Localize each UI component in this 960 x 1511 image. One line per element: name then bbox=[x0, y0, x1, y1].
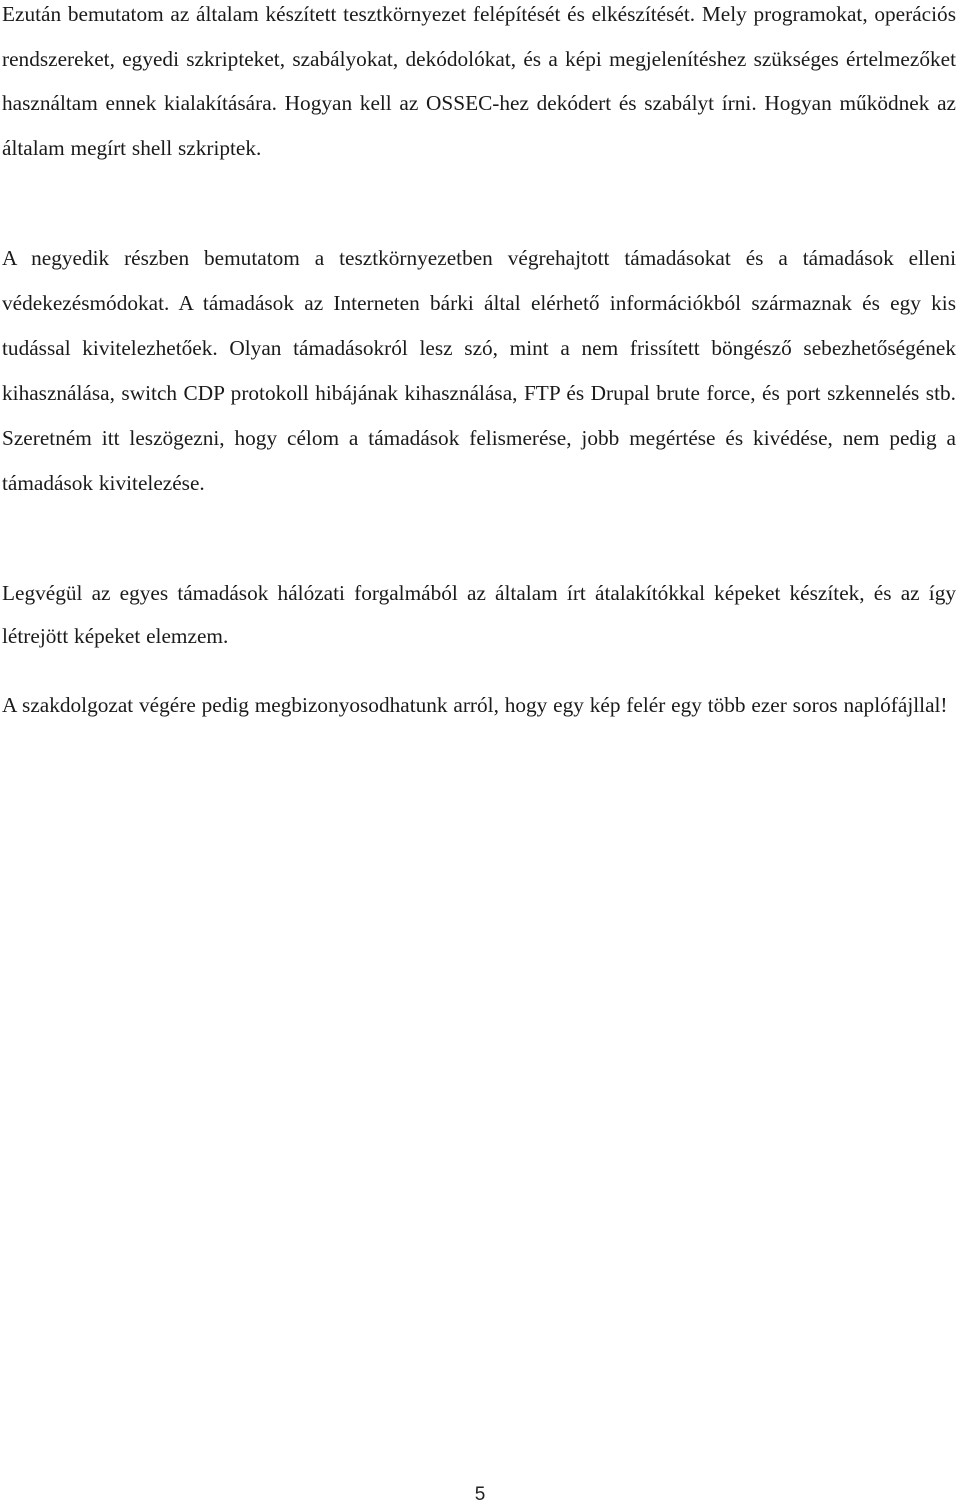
page-number: 5 bbox=[474, 1484, 486, 1505]
paragraph-attacks: A negyedik részben bemutatom a tesztkörnyezetben végrehajtott támadásokat és a támadások elleni védekezésmódokat. A támadások az Interneten bárki által elérhető információkból származnak és egy kis tudással kivitelezhetőek. Olyan támadásokról lesz szó, mint a nem frissített böngésző sebezhetőségének kihasználása, switch CDP protokoll hibájának kihasználása, FTP és Drupal brute force, és port szkennelés stb. Szeretném itt leszögezni, hogy célom a támadások felismerése, jobb megértése és kivédése, nem pedig a támadások kivitelezése. bbox=[2, 246, 956, 495]
paragraph-conclusion: A szakdolgozat végére pedig megbizonyosodhatunk arról, hogy egy kép felér egy több ezer soros naplófájllal! bbox=[2, 693, 948, 717]
paragraph-image-conversion: Legvégül az egyes támadások hálózati forgalmából az általam írt átalakítókkal képeket készítek, és az így létrejött képeket elemzem. bbox=[2, 581, 956, 648]
paragraph-test-environment: Ezután bemutatom az általam készített tesztkörnyezet felépítését és elkészítését. Mely programokat, operációs rendszereket, egyedi szkripteket, szabályokat, dekódolókat, és a képi megjelenítéshez szükséges értelmezőket használtam ennek kialakítására. Hogyan kell az OSSEC-hez dekódert és szabályt írni. Hogyan működnek az általam megírt shell szkriptek. bbox=[2, 2, 956, 160]
